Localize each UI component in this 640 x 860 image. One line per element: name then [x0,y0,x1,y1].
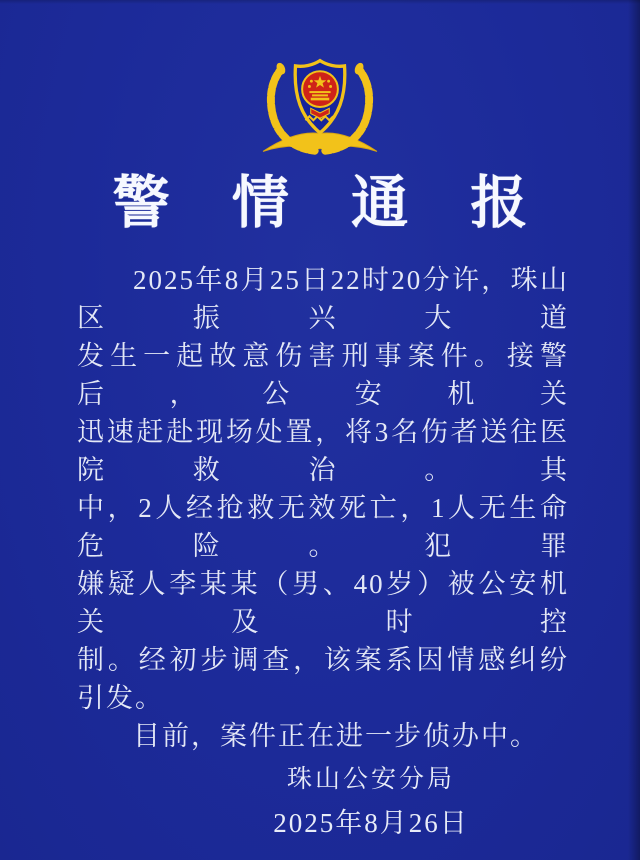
notice-line-5: 嫌疑人李某某（男、40岁）被公安机关及时控 [77,569,569,637]
notice-line-7: 目前，案件正在进一步侦办中。 [133,721,539,751]
right-edge-shade [628,0,640,860]
issuing-agency: 珠山公安分局 [286,766,455,793]
notice-title: 警 情 通 报 [112,172,552,235]
notice-footer [51,763,640,841]
police-badge-icon [253,52,387,158]
notice-body [77,261,569,755]
notice-line-1: 2025年8月25日22时20分许，珠山区振兴大道 [77,265,569,333]
top-edge-shade [0,0,640,4]
notice-line-3: 迅速赶赴现场处置，将3名伤者送往医院救治。其 [77,417,569,485]
notice-line-4: 中，2人经抢救无效死亡，1人无生命危险。犯罪 [77,493,569,561]
issue-date: 2025年8月26日 [273,808,469,838]
notice-line-6: 制。经初步调查，该案系因情感纠纷引发。 [77,645,569,713]
notice-line-2: 发生一起故意伤害刑事案件。接警后，公安机关 [77,341,569,409]
